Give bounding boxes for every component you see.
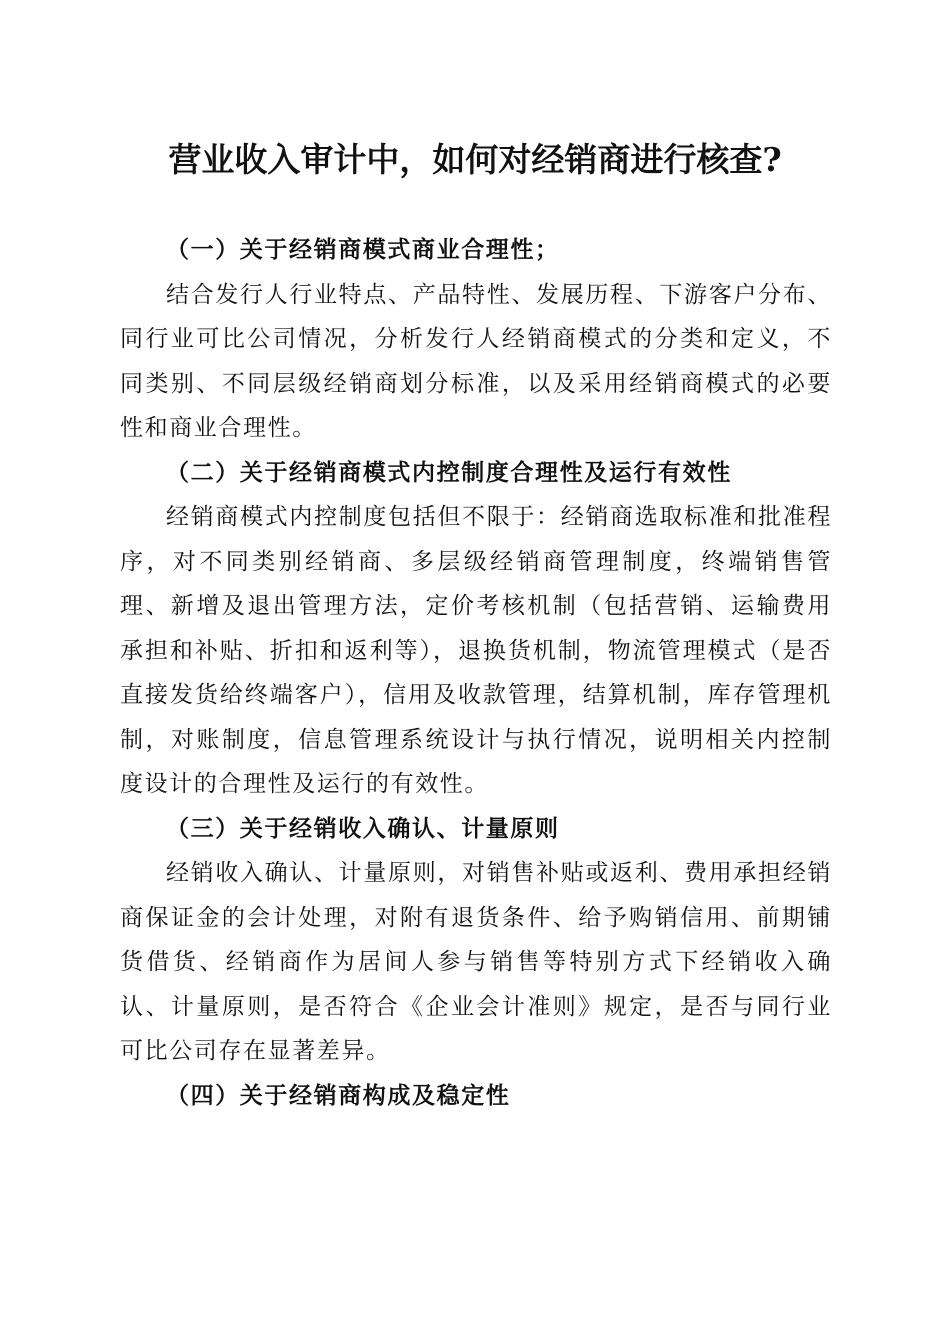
document-title: 营业收入审计中，如何对经销商进行核查? bbox=[168, 140, 782, 179]
section-4-heading: （四）关于经销商构成及稳定性 bbox=[166, 1081, 511, 1109]
section-3-paragraph: 经销收入确认、计量原则，对销售补贴或返利、费用承担经销商保证金的会计处理，对附有退货条件、给予购销信用、前期铺货借货、经销商作为居间人参与销售等特别方式下经销收入确认、计量原则，是否符合《企业会计准则》规定，是否与同行业可比公司存在显著差异。 bbox=[120, 860, 832, 1064]
section-1-heading: （一）关于经销商模式商业合理性； bbox=[166, 236, 560, 263]
section-2-paragraph: 经销商模式内控制度包括但不限于：经销商选取标准和批准程序，对不同类别经销商、多层级经销商管理制度，终端销售管理、新增及退出管理方法，定价考核机制（包括营销、运输费用承担和补贴、折扣和返利等），退换货机制，物流管理模式（是否直接发货给终端客户），信用及收款管理，结算机制，库存管理机制，对账制度，信息管理系统设计与执行情况，说明相关内控制度设计的合理性及运行的有效性。 bbox=[120, 504, 832, 797]
section-3-heading: （三）关于经销收入确认、计量原则 bbox=[166, 814, 560, 842]
document-body bbox=[120, 228, 832, 1118]
section-1-paragraph: 结合发行人行业特点、产品特性、发展历程、下游客户分布、同行业可比公司情况，分析发行人经销商模式的分类和定义，不同类别、不同层级经销商划分标准，以及采用经销商模式的必要性和商业合理性。 bbox=[120, 281, 832, 441]
section-2-heading: （二）关于经销商模式内控制度合理性及运行有效性 bbox=[166, 458, 732, 486]
